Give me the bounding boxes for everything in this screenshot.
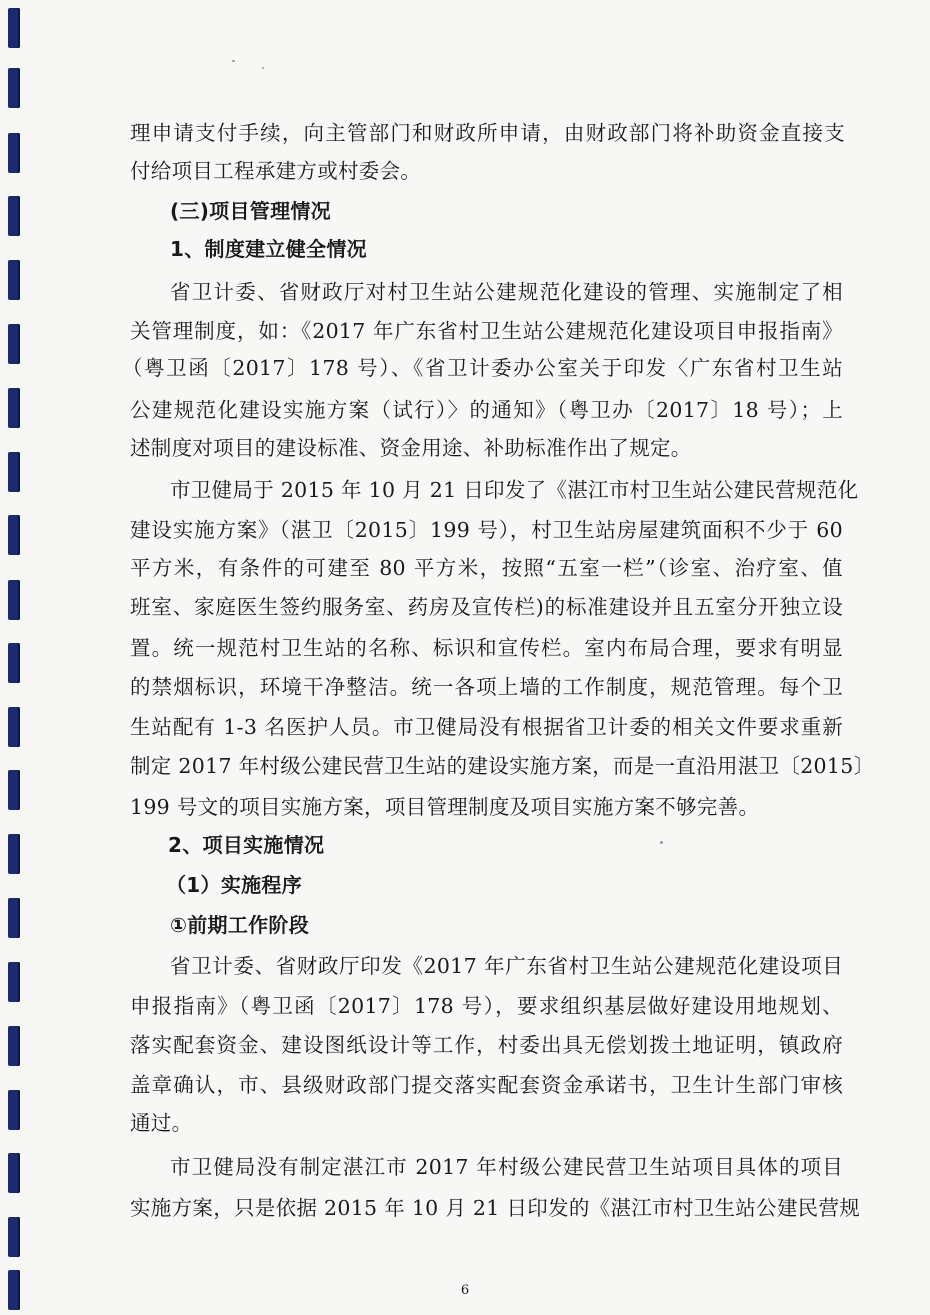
- binding-hole: [8, 388, 20, 428]
- binding-hole: [8, 834, 20, 874]
- binding-hole: [8, 324, 20, 364]
- text-line: 平方米，有条件的可建至 80 平方米，按照“五室一栏”（诊室、治疗室、值: [130, 556, 843, 580]
- text-line: 省卫计委、省财政厅对村卫生站公建规范化建设的管理、实施制定了相: [170, 280, 843, 304]
- scan-speck: [232, 60, 235, 62]
- text-line: 盖章确认，市、县级财政部门提交落实配套资金承诺书，卫生计生部门审核: [130, 1073, 843, 1097]
- page-number: 6: [460, 1283, 470, 1298]
- spiral-binding: [0, 0, 34, 1315]
- text-line: 落实配套资金、建设图纸设计等工作，村委出具无偿划拨土地证明，镇政府: [130, 1033, 843, 1057]
- text-line: 申报指南》（粤卫函〔2017〕178 号），要求组织基层做好建设用地规划、: [130, 994, 843, 1018]
- binding-hole: [8, 643, 20, 683]
- text-line: 理申请支付手续，向主管部门和财政所申请，由财政部门将补助资金直接支: [130, 121, 845, 145]
- binding-hole: [8, 770, 20, 810]
- text-line: （粤卫函〔2017〕178 号）、《省卫计委办公室关于印发〈广东省村卫生站: [122, 356, 843, 380]
- text-line: 省卫计委、省财政厅印发《2017 年广东省村卫生站公建规范化建设项目: [170, 954, 843, 978]
- subsection-heading: 2、项目实施情况: [168, 833, 325, 857]
- text-line: 通过。: [130, 1111, 193, 1135]
- binding-hole: [8, 1270, 20, 1310]
- binding-hole: [8, 707, 20, 747]
- section-heading: (三)项目管理情况: [170, 199, 331, 223]
- text-line: 述制度对项目的建设标准、资金用途、补助标准作出了规定。: [130, 436, 692, 460]
- text-line: 关管理制度，如：《2017 年广东省村卫生站公建规范化建设项目申报指南》: [130, 319, 843, 343]
- scan-speck: [660, 841, 663, 844]
- text-line: 公建规范化建设实施方案（试行）〉的通知》（粤卫办〔2017〕18 号）；上: [130, 398, 843, 422]
- text-line: 生站配有 1-3 名医护人员。市卫健局没有根据省卫计委的相关文件要求重新: [130, 715, 843, 739]
- text-line: 班室、家庭医生签约服务室、药房及宣传栏)的标准建设并且五室分开独立设: [130, 595, 843, 619]
- text-line: 付给项目工程承建方或村委会。: [130, 159, 422, 183]
- text-line: 市卫健局于 2015 年 10 月 21 日印发了《湛江市村卫生站公建民营规范化: [170, 478, 859, 502]
- text-line: 199 号文的项目实施方案，项目管理制度及项目实施方案不够完善。: [130, 795, 760, 819]
- sub-heading: （1）实施程序: [166, 873, 303, 897]
- binding-hole: [8, 196, 20, 236]
- binding-hole: [8, 260, 20, 300]
- text-line: 市卫健局没有制定湛江市 2017 年村级公建民营卫生站项目具体的项目: [170, 1155, 843, 1179]
- stage-heading: ①前期工作阶段: [170, 913, 310, 937]
- binding-hole: [8, 962, 20, 1002]
- binding-hole: [8, 898, 20, 938]
- text-line: 置。统一规范村卫生站的名称、标识和宣传栏。室内布局合理，要求有明显: [130, 636, 843, 660]
- binding-hole: [8, 580, 20, 620]
- binding-hole: [8, 68, 20, 108]
- subsection-heading: 1、制度建立健全情况: [170, 237, 367, 261]
- text-line: 实施方案，只是依据 2015 年 10 月 21 日印发的《湛江市村卫生站公建民营规: [130, 1196, 861, 1220]
- text-line: 建设实施方案》（湛卫〔2015〕199 号），村卫生站房屋建筑面积不少于 60: [130, 518, 843, 542]
- binding-hole: [8, 1090, 20, 1130]
- binding-hole: [8, 8, 20, 48]
- binding-hole: [8, 1217, 20, 1257]
- binding-hole: [8, 133, 20, 173]
- scan-speck: [262, 67, 264, 69]
- text-line: 的禁烟标识，环境干净整洁。统一各项上墙的工作制度，规范管理。每个卫: [130, 675, 843, 699]
- binding-hole: [8, 1026, 20, 1066]
- text-line: 制定 2017 年村级公建民营卫生站的建设实施方案，而是一直沿用湛卫〔2015〕: [130, 754, 875, 778]
- binding-hole: [8, 515, 20, 555]
- binding-hole: [8, 1153, 20, 1193]
- binding-hole: [8, 452, 20, 492]
